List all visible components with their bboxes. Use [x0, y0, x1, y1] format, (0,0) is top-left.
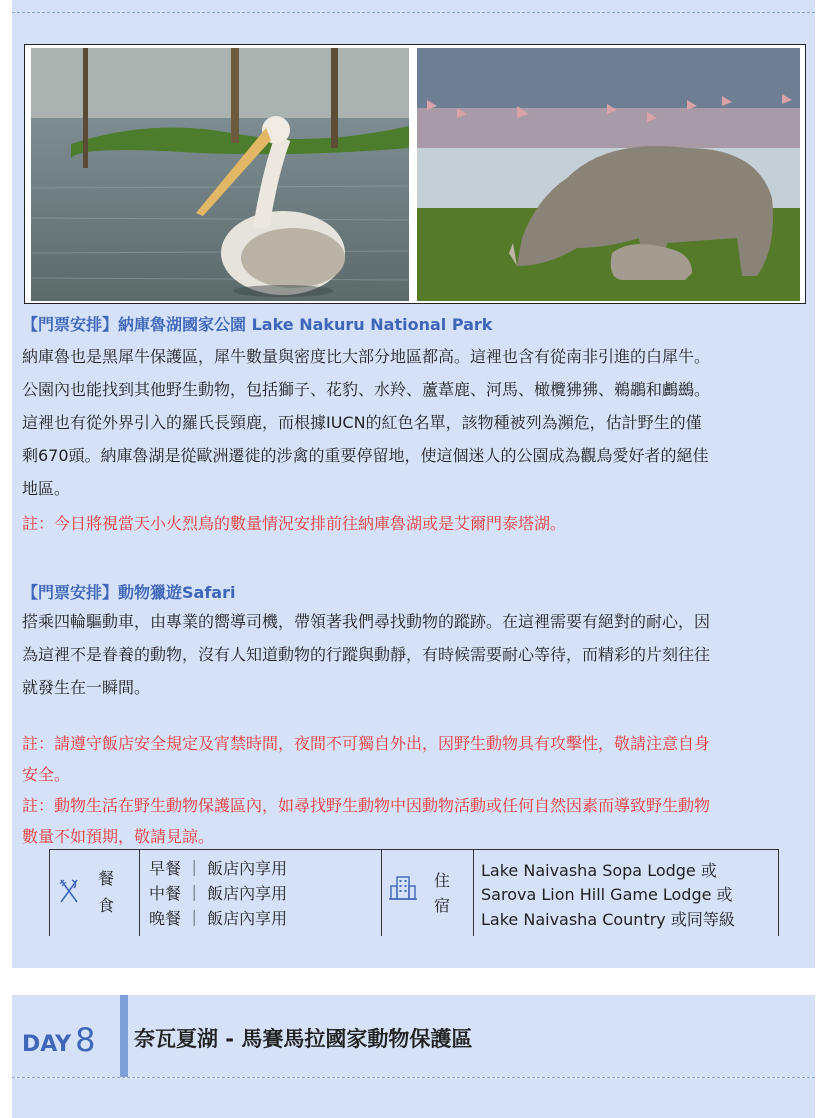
- fork-knife-icon: [58, 878, 80, 908]
- park-line: 地區。: [22, 479, 71, 498]
- lodging-label-1: 住: [433, 871, 450, 890]
- day-separator: [120, 995, 128, 1077]
- safari-section-title: 【門票安排】動物獵遊Safari: [22, 583, 236, 602]
- safety-notes: [22, 728, 808, 852]
- note-line: 安全。: [22, 765, 71, 784]
- meals-detail-cell: [140, 850, 382, 936]
- park-section-title: 【門票安排】納庫魯湖國家公園 Lake Nakuru National Park: [22, 315, 493, 334]
- park-description: [22, 340, 808, 505]
- park-line: 這裡也有從外界引入的羅氏長頸鹿，而根據IUCN的紅色名單，該物種被列為瀕危，估計野生的僅: [22, 413, 702, 432]
- next-day-panel: [12, 1078, 815, 1118]
- day-header: [12, 995, 815, 1077]
- lodging-label-cell: [382, 850, 474, 936]
- park-line: 剩670頭。納庫魯湖是從歐洲遷徙的涉禽的重要停留地，使這個迷人的公園成為觀鳥愛好者的絕佳: [22, 446, 709, 465]
- hotel-row: Lake Naivasha Sopa Lodge 或: [481, 861, 717, 880]
- lodging-detail-cell: [474, 850, 778, 936]
- meals-label-cell: [50, 850, 140, 936]
- note-line: 註：動物生活在野生動物保護區內，如尋找野生動物中因動物活動或任何自然因素而導致野生動物: [22, 796, 711, 815]
- day-word: DAY: [22, 1032, 72, 1057]
- day-title: 奈瓦夏湖 - 馬賽馬拉國家動物保護區: [134, 1027, 473, 1051]
- safari-line: 為這裡不是眷養的動物，沒有人知道動物的行蹤與動靜，有時候需要耐心等待，而精彩的片刻往往: [22, 645, 711, 664]
- day-label: [22, 1021, 95, 1059]
- note-line: 註：請遵守飯店安全規定及宵禁時間，夜間不可獨自外出，因野生動物具有攻擊性，敬請注意自身: [22, 734, 711, 753]
- meal-row: 早餐 ｜ 飯店內享用: [149, 859, 288, 878]
- day-number: 8: [75, 1021, 96, 1059]
- flamingo-note: 註：今日將視當天小火烈鳥的數量情況安排前往納庫魯湖或是艾爾門泰塔湖。: [22, 514, 567, 533]
- safari-description: [22, 605, 808, 704]
- meals-label-2: 食: [97, 896, 114, 915]
- note-line: 數量不如預期，敬請見諒。: [22, 827, 215, 846]
- safari-line: 搭乘四輪驅動車，由專業的嚮導司機，帶領著我們尋找動物的蹤跡。在這裡需要有絕對的耐心，因: [22, 612, 711, 631]
- meals-label-1: 餐: [97, 869, 114, 888]
- rhino-photo: [417, 48, 800, 301]
- top-dashed-divider: [12, 12, 815, 13]
- meal-row: 晚餐 ｜ 飯店內享用: [149, 909, 288, 928]
- hotel-building-icon: [389, 874, 417, 906]
- photo-strip: [24, 44, 806, 304]
- meals-lodging-table: [49, 849, 779, 936]
- pelican-photo: [31, 48, 409, 301]
- park-line: 公園內也能找到其他野生動物，包括獅子、花豹、水羚、蘆葦鹿、河馬、橄欖狒狒、鵜鶘和鸕鷀。: [22, 380, 711, 399]
- hotel-row: Lake Naivasha Country 或同等級: [481, 910, 735, 929]
- park-line: 納庫魯也是黑犀牛保護區，犀牛數量與密度比大部分地區都高。這裡也含有從南非引進的白犀牛。: [22, 347, 711, 366]
- meal-row: 中餐 ｜ 飯店內享用: [149, 884, 288, 903]
- hotel-row: Sarova Lion Hill Game Lodge 或: [481, 885, 733, 904]
- safari-line: 就發生在一瞬間。: [22, 678, 151, 697]
- lodging-label-2: 宿: [433, 896, 450, 915]
